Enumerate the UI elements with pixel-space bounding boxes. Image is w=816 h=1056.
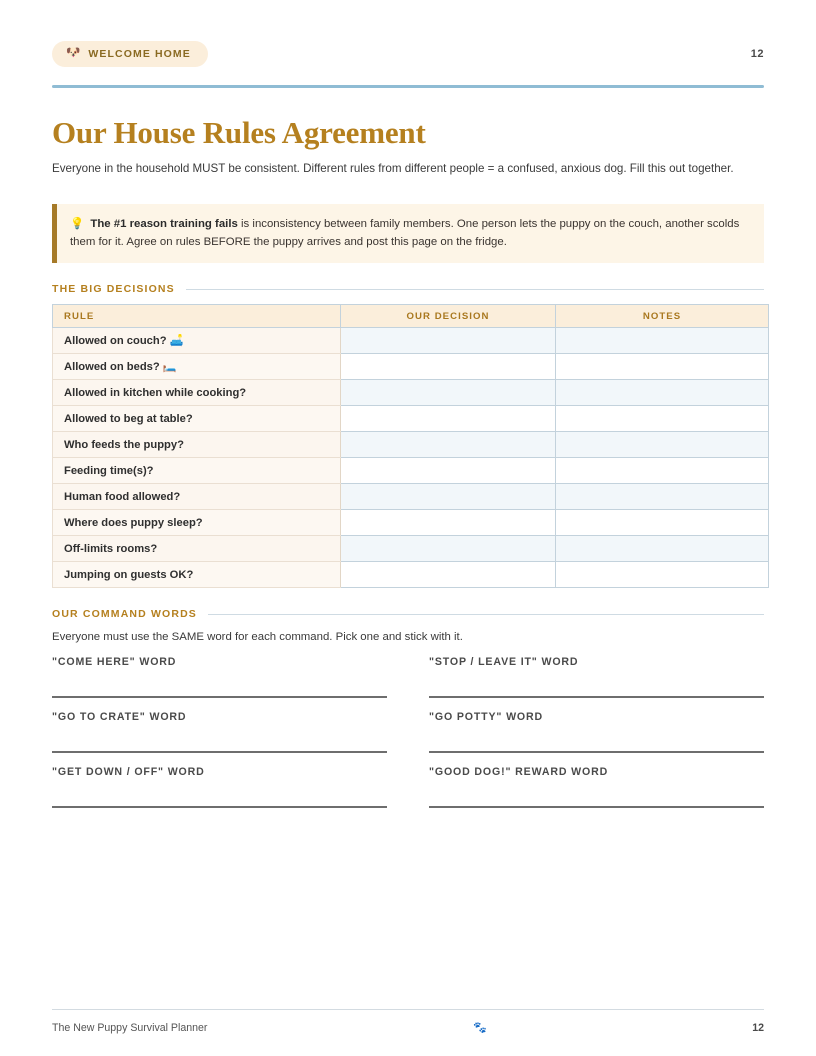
- table-row: [53, 406, 769, 432]
- callout-body: is inconsistency between family members. One person lets the puppy on the couch, another scolds them for it. Agree on rules BEFORE the puppy arrives and post this page on the fridge.: [70, 217, 740, 248]
- rule-cell: Allowed to beg at table?: [53, 406, 341, 432]
- decision-cell[interactable]: [341, 380, 556, 406]
- intro-paragraph: Everyone in the household MUST be consistent. Different rules from different people = a confused, anxious dog. Fill this out together.: [52, 162, 734, 175]
- command-word-label: "GET DOWN / OFF" WORD: [52, 766, 205, 778]
- column-header-rule: RULE: [53, 305, 341, 328]
- page-footer: [52, 1009, 764, 1034]
- table-header-row: [53, 305, 769, 328]
- footer-title: The New Puppy Survival Planner: [52, 1021, 208, 1034]
- table-row: [53, 510, 769, 536]
- decision-cell[interactable]: [341, 432, 556, 458]
- command-word-field: [52, 711, 387, 766]
- paw-prints-icon: 🐾: [472, 1022, 487, 1034]
- command-word-label: "GOOD DOG!" REWARD WORD: [429, 766, 609, 778]
- command-word-input[interactable]: [52, 806, 387, 808]
- notes-cell[interactable]: [556, 380, 769, 406]
- command-words-grid: [52, 656, 764, 821]
- section-label: OUR COMMAND WORDS: [52, 608, 197, 620]
- column-header-notes: NOTES: [556, 305, 769, 328]
- command-word-field: [52, 656, 387, 711]
- notes-cell[interactable]: [556, 354, 769, 380]
- section-header-big-decisions: [52, 283, 764, 295]
- house-rules-table: [52, 304, 769, 588]
- notes-cell[interactable]: [556, 458, 769, 484]
- rule-cell: Allowed on beds? 🛏️: [53, 354, 341, 380]
- notes-cell[interactable]: [556, 328, 769, 354]
- notes-cell[interactable]: [556, 536, 769, 562]
- section-rule: [208, 614, 764, 615]
- notes-cell[interactable]: [556, 510, 769, 536]
- command-word-input[interactable]: [429, 696, 764, 698]
- lightbulb-icon: 💡: [70, 217, 85, 230]
- command-word-input[interactable]: [52, 751, 387, 753]
- command-word-label: "STOP / LEAVE IT" WORD: [429, 656, 579, 668]
- table-row: [53, 458, 769, 484]
- command-word-input[interactable]: [429, 751, 764, 753]
- command-word-field: [429, 766, 764, 821]
- command-word-label: "GO POTTY" WORD: [429, 711, 544, 723]
- table-row: [53, 380, 769, 406]
- section-label: THE BIG DECISIONS: [52, 283, 175, 295]
- rule-cell: Off-limits rooms?: [53, 536, 341, 562]
- decision-cell[interactable]: [341, 536, 556, 562]
- table-row: [53, 562, 769, 588]
- rule-cell: Where does puppy sleep?: [53, 510, 341, 536]
- command-word-field: [52, 766, 387, 821]
- table-row: [53, 354, 769, 380]
- command-word-field: [429, 711, 764, 766]
- command-word-field: [429, 656, 764, 711]
- tip-callout: [52, 204, 764, 263]
- rule-cell: Feeding time(s)?: [53, 458, 341, 484]
- rule-cell: Allowed on couch? 🛋️: [53, 328, 341, 354]
- command-words-intro: Everyone must use the SAME word for each command. Pick one and stick with it.: [52, 631, 463, 643]
- page-title: Our House Rules Agreement: [52, 115, 426, 150]
- section-header-command-words: [52, 608, 764, 620]
- command-word-label: "COME HERE" WORD: [52, 656, 177, 668]
- decision-cell[interactable]: [341, 354, 556, 380]
- rule-cell: Who feeds the puppy?: [53, 432, 341, 458]
- header-divider: [52, 85, 764, 88]
- decision-cell[interactable]: [341, 406, 556, 432]
- table-row: [53, 328, 769, 354]
- column-header-our-decision: OUR DECISION: [341, 305, 556, 328]
- command-word-label: "GO TO CRATE" WORD: [52, 711, 187, 723]
- command-word-input[interactable]: [52, 696, 387, 698]
- table-row: [53, 432, 769, 458]
- notes-cell[interactable]: [556, 432, 769, 458]
- section-rule: [186, 289, 764, 290]
- badge-label: WELCOME HOME: [88, 48, 191, 60]
- decision-cell[interactable]: [341, 562, 556, 588]
- notes-cell[interactable]: [556, 484, 769, 510]
- table-row: [53, 536, 769, 562]
- welcome-home-badge: [52, 41, 208, 67]
- footer-divider: [52, 1009, 764, 1010]
- notes-cell[interactable]: [556, 562, 769, 588]
- header-page-number: 12: [750, 48, 764, 60]
- table-row: [53, 484, 769, 510]
- rule-cell: Jumping on guests OK?: [53, 562, 341, 588]
- rule-cell: Allowed in kitchen while cooking?: [53, 380, 341, 406]
- notes-cell[interactable]: [556, 406, 769, 432]
- callout-lead: The #1 reason training fails: [90, 217, 238, 230]
- dog-face-icon: 🐶: [66, 47, 82, 60]
- decision-cell[interactable]: [341, 510, 556, 536]
- rule-cell: Human food allowed?: [53, 484, 341, 510]
- footer-page-number: 12: [752, 1021, 764, 1034]
- table-body: [53, 328, 769, 588]
- page-header: [52, 0, 764, 67]
- decision-cell[interactable]: [341, 328, 556, 354]
- command-word-input[interactable]: [429, 806, 764, 808]
- decision-cell[interactable]: [341, 484, 556, 510]
- decision-cell[interactable]: [341, 458, 556, 484]
